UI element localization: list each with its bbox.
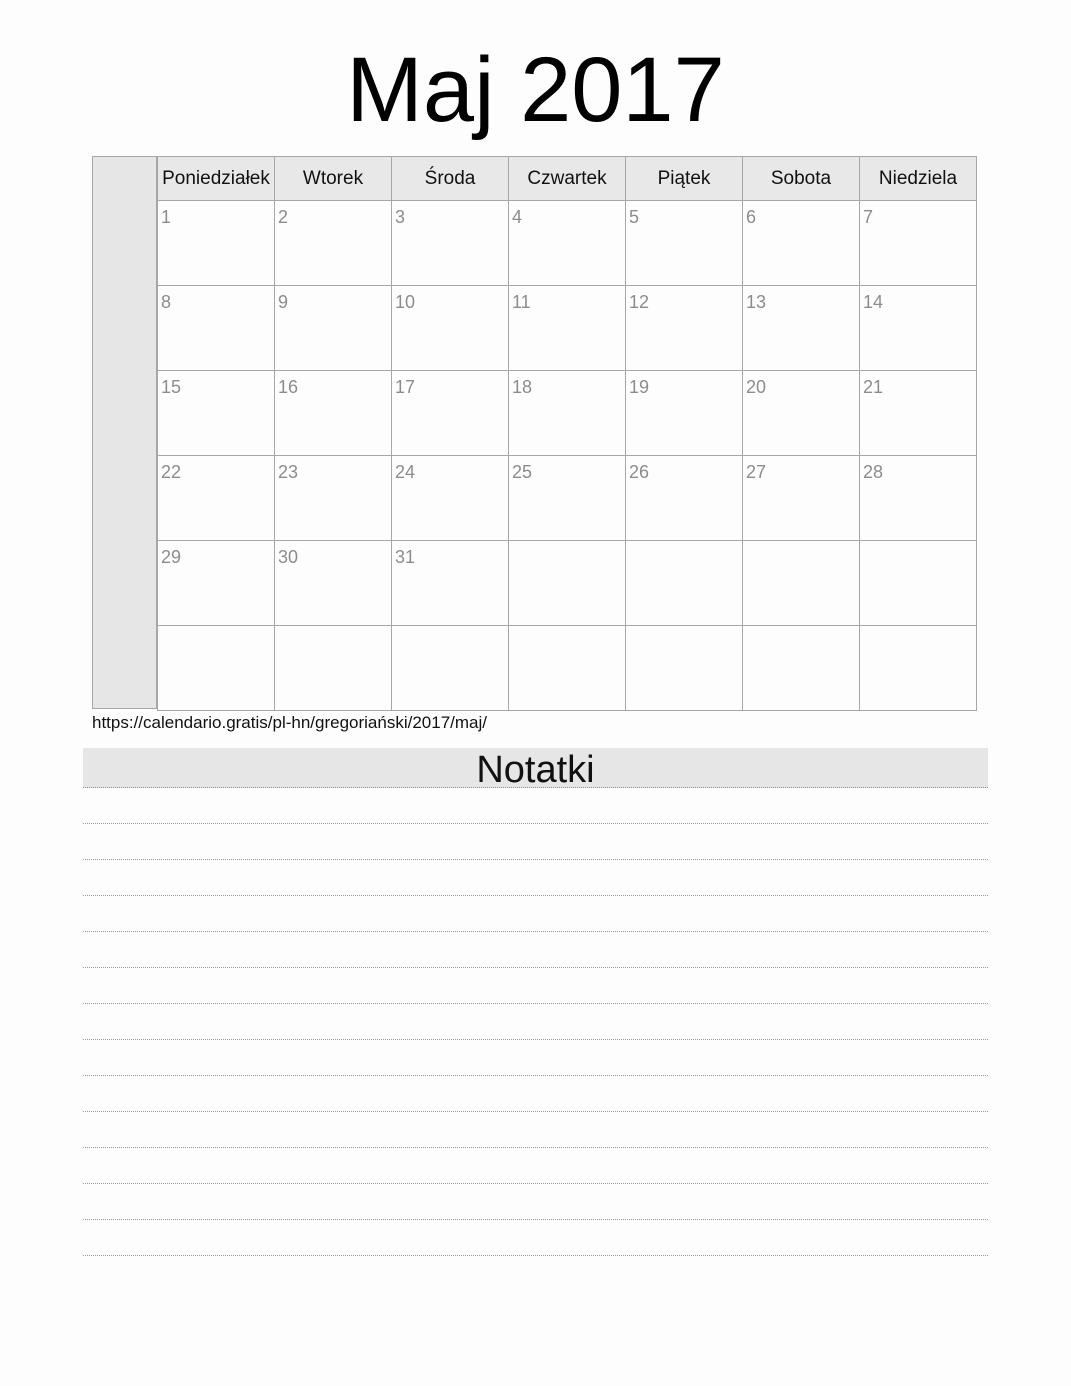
weekday-header: Niedziela [860,157,977,201]
day-cell [275,626,392,711]
day-number: 11 [512,292,531,312]
day-number: 28 [863,462,884,482]
day-cell [626,456,743,541]
day-number [158,626,274,632]
day-number: 12 [629,292,650,312]
day-number [392,626,508,632]
day-number: 1 [161,207,172,227]
note-line [83,1076,988,1112]
day-cell [392,201,509,286]
day-number: 3 [395,207,406,227]
day-cell [860,626,977,711]
day-number: 17 [395,377,416,397]
day-cell [392,371,509,456]
note-line [83,1220,988,1256]
day-number: 5 [629,207,640,227]
day-number: 27 [746,462,767,482]
day-cell [743,626,860,711]
day-cell [743,286,860,371]
week-row [158,541,977,626]
day-number: 7 [863,207,874,227]
day-cell [275,201,392,286]
day-cell [158,371,275,456]
note-line [83,968,988,1004]
day-number [509,541,625,547]
note-line [83,1040,988,1076]
day-number: 29 [161,547,182,567]
day-number: 16 [278,377,299,397]
day-cell [275,286,392,371]
day-number [509,626,625,632]
day-cell [743,201,860,286]
day-number: 22 [161,462,182,482]
day-cell [860,541,977,626]
day-cell [626,371,743,456]
day-number: 19 [629,377,650,397]
day-cell [743,456,860,541]
week-row [158,371,977,456]
note-line [83,788,988,824]
notes-title: Notatki [83,748,988,788]
day-number [626,541,742,547]
weekday-header: Czwartek [509,157,626,201]
day-cell [626,541,743,626]
day-cell [392,541,509,626]
note-line [83,932,988,968]
day-cell [743,541,860,626]
day-number: 4 [512,207,523,227]
day-number [743,541,859,547]
day-cell [860,286,977,371]
note-line [83,1184,988,1220]
day-cell [158,286,275,371]
day-number: 9 [278,292,289,312]
day-cell [158,456,275,541]
day-cell [275,456,392,541]
day-number: 24 [395,462,416,482]
day-number [626,626,742,632]
day-number: 15 [161,377,182,397]
day-number [743,626,859,632]
day-number: 31 [395,547,416,567]
source-url: https://calendario.gratis/pl-hn/gregoriański/2017/maj/ [92,713,487,732]
day-cell [626,201,743,286]
note-line [83,1004,988,1040]
day-cell [860,371,977,456]
day-cell [509,371,626,456]
weekday-header: Poniedziałek [158,157,275,201]
day-cell [509,626,626,711]
week-row [158,286,977,371]
day-number: 23 [278,462,299,482]
day-cell [158,541,275,626]
day-cell [158,201,275,286]
day-cell [626,626,743,711]
week-row [158,626,977,711]
note-line [83,1148,988,1184]
calendar-grid [157,156,977,711]
week-number-column [92,156,157,709]
day-number: 26 [629,462,650,482]
day-cell [275,541,392,626]
day-cell [509,286,626,371]
week-row [158,201,977,286]
day-number [860,541,976,547]
day-number: 8 [161,292,172,312]
day-cell [509,541,626,626]
day-cell [392,286,509,371]
day-cell [509,456,626,541]
day-number: 2 [278,207,289,227]
note-line [83,860,988,896]
day-cell [509,201,626,286]
day-number: 20 [746,377,767,397]
day-number: 10 [395,292,416,312]
notes-section [83,748,988,1256]
day-number: 30 [278,547,299,567]
day-number: 18 [512,377,533,397]
weekday-header-row [158,157,977,201]
day-number: 13 [746,292,767,312]
notes-lines [83,788,988,1256]
weekday-header: Środa [392,157,509,201]
day-cell [860,201,977,286]
day-number: 21 [863,377,884,397]
day-cell [392,456,509,541]
week-row [158,456,977,541]
note-line [83,1112,988,1148]
day-cell [626,286,743,371]
weekday-header: Piątek [626,157,743,201]
day-cell [275,371,392,456]
day-number [275,626,391,632]
day-number: 6 [746,207,757,227]
calendar-title: Maj 2017 [346,39,725,141]
weekday-header: Sobota [743,157,860,201]
day-cell [392,626,509,711]
note-line [83,896,988,932]
day-number [860,626,976,632]
day-number: 25 [512,462,533,482]
weekday-header: Wtorek [275,157,392,201]
day-cell [860,456,977,541]
note-line [83,824,988,860]
day-number: 14 [863,292,884,312]
day-cell [158,626,275,711]
day-cell [743,371,860,456]
